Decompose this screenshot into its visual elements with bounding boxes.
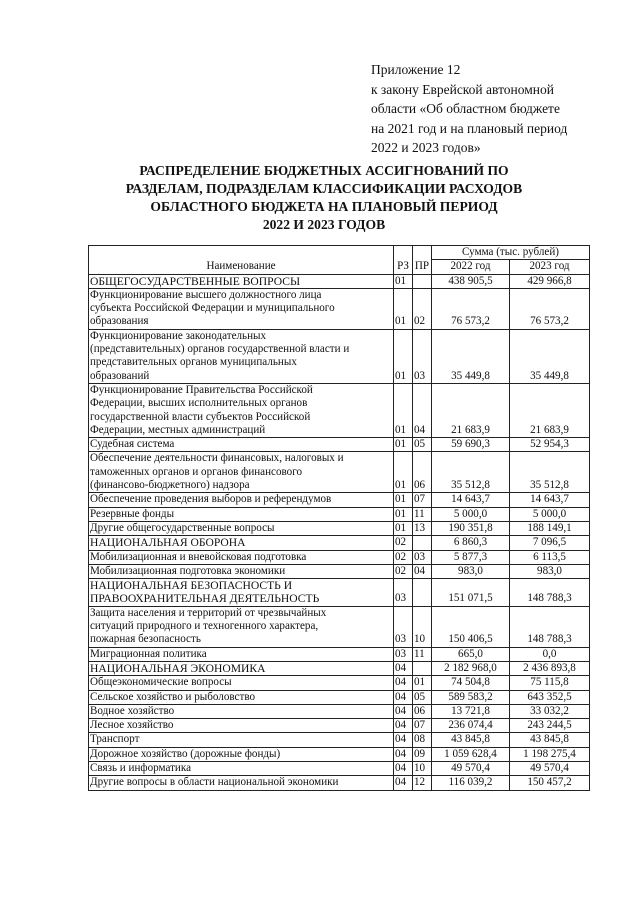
row-name	[89, 719, 394, 733]
row-pr: 07	[413, 719, 432, 733]
header-sum: Сумма (тыс. рублей)	[432, 246, 590, 260]
row-name-line: Связь и информатика	[90, 761, 192, 774]
row-name-line: Дорожное хозяйство (дорожные фонды)	[90, 747, 281, 760]
appendix-line: области «Об областном бюджете	[371, 101, 560, 116]
row-sum-2022: 49 570,4	[432, 761, 510, 775]
row-sum-2023: 49 570,4	[510, 761, 590, 775]
row-sum-2022: 5 877,3	[432, 550, 510, 564]
title-line: 2022 И 2023 ГОДОВ	[262, 217, 386, 232]
header-year-2022: 2022 год	[432, 260, 510, 274]
row-sum-2023: 148 788,3	[510, 606, 590, 647]
row-rz: 04	[394, 704, 413, 718]
row-name-line: Защита населения и территорий от чрезвычайных	[90, 606, 327, 619]
row-sum-2023: 75 115,8	[510, 676, 590, 690]
row-sum-2022: 6 860,3	[432, 536, 510, 550]
row-name-line: НАЦИОНАЛЬНАЯ ЭКОНОМИКА	[90, 661, 266, 675]
row-rz: 04	[394, 733, 413, 747]
table-row	[89, 719, 590, 733]
row-sum-2022: 35 449,8	[432, 329, 510, 383]
row-sum-2022: 150 406,5	[432, 606, 510, 647]
table-row	[89, 550, 590, 564]
row-name	[89, 704, 394, 718]
row-sum-2022: 983,0	[432, 564, 510, 578]
row-sum-2023: 43 845,8	[510, 733, 590, 747]
row-name-line: образований	[90, 369, 150, 382]
row-pr: 10	[413, 606, 432, 647]
row-name-line: Сельское хозяйство и рыболовство	[90, 690, 256, 703]
row-sum-2023: 21 683,9	[510, 383, 590, 437]
row-pr: 10	[413, 761, 432, 775]
row-name	[89, 274, 394, 288]
table-row	[89, 606, 590, 647]
row-sum-2023: 643 352,5	[510, 690, 590, 704]
header-pr: ПР	[413, 246, 432, 275]
row-name	[89, 579, 394, 607]
row-pr: 12	[413, 776, 432, 790]
table-row	[89, 564, 590, 578]
row-sum-2023: 35 512,8	[510, 452, 590, 493]
row-name-line: образования	[90, 315, 149, 328]
row-sum-2022: 5 000,0	[432, 507, 510, 521]
table-row	[89, 536, 590, 550]
row-sum-2023: 429 966,8	[510, 274, 590, 288]
row-name-line: Резервные фонды	[90, 507, 175, 520]
row-pr: 06	[413, 704, 432, 718]
row-sum-2023: 52 954,3	[510, 438, 590, 452]
row-rz: 03	[394, 579, 413, 607]
row-name-line: Федерации, высших исполнительных органов	[90, 397, 308, 410]
row-name	[89, 550, 394, 564]
row-name-line: НАЦИОНАЛЬНАЯ БЕЗОПАСНОСТЬ И	[90, 579, 293, 593]
row-pr: 13	[413, 521, 432, 535]
row-name-line: Функционирование законодательных	[90, 329, 267, 342]
row-sum-2022: 76 573,2	[432, 288, 510, 329]
row-sum-2023: 33 032,2	[510, 704, 590, 718]
row-pr	[413, 536, 432, 550]
row-sum-2023: 2 436 893,8	[510, 661, 590, 675]
row-rz: 03	[394, 606, 413, 647]
row-rz: 01	[394, 329, 413, 383]
table-row	[89, 507, 590, 521]
row-name-line: Функционирование высшего должностного лица	[90, 288, 322, 301]
row-rz: 03	[394, 647, 413, 661]
row-name-line: Транспорт	[90, 733, 140, 746]
table-row	[89, 747, 590, 761]
title-line: РАСПРЕДЕЛЕНИЕ БЮДЖЕТНЫХ АССИГНОВАНИЙ ПО	[139, 163, 509, 178]
row-rz: 04	[394, 761, 413, 775]
header-name: Наименование	[89, 246, 394, 275]
row-name-line: Судебная система	[90, 438, 175, 451]
table-row	[89, 690, 590, 704]
table-row	[89, 733, 590, 747]
row-rz: 04	[394, 690, 413, 704]
table-row	[89, 383, 590, 437]
row-sum-2022: 236 074,4	[432, 719, 510, 733]
row-pr: 05	[413, 690, 432, 704]
row-sum-2022: 59 690,3	[432, 438, 510, 452]
row-name-line: Обеспечение деятельности финансовых, налоговых и	[90, 452, 344, 465]
row-name	[89, 661, 394, 675]
table-row	[89, 776, 590, 790]
row-sum-2023: 243 244,5	[510, 719, 590, 733]
row-pr: 06	[413, 452, 432, 493]
table-row	[89, 521, 590, 535]
row-name-line: Другие вопросы в области национальной экономики	[90, 776, 339, 789]
table-row	[89, 288, 590, 329]
row-rz: 01	[394, 438, 413, 452]
row-pr: 08	[413, 733, 432, 747]
title-line: ОБЛАСТНОГО БЮДЖЕТА НА ПЛАНОВЫЙ ПЕРИОД	[150, 199, 498, 214]
row-pr	[413, 579, 432, 607]
row-sum-2022: 665,0	[432, 647, 510, 661]
appendix-note	[371, 60, 611, 158]
row-sum-2023: 35 449,8	[510, 329, 590, 383]
row-sum-2022: 35 512,8	[432, 452, 510, 493]
table-row	[89, 761, 590, 775]
row-rz: 01	[394, 452, 413, 493]
row-sum-2023: 150 457,2	[510, 776, 590, 790]
row-pr: 01	[413, 676, 432, 690]
row-name	[89, 521, 394, 535]
row-sum-2022: 2 182 968,0	[432, 661, 510, 675]
row-name-line: ОБЩЕГОСУДАРСТВЕННЫЕ ВОПРОСЫ	[90, 274, 301, 288]
table-row	[89, 329, 590, 383]
row-sum-2023: 188 149,1	[510, 521, 590, 535]
row-name	[89, 288, 394, 329]
row-name-line: Общеэкономические вопросы	[90, 676, 232, 689]
row-pr	[413, 661, 432, 675]
row-name	[89, 536, 394, 550]
row-rz: 01	[394, 288, 413, 329]
row-rz: 01	[394, 383, 413, 437]
row-name	[89, 776, 394, 790]
row-name-line: ПРАВООХРАНИТЕЛЬНАЯ ДЕЯТЕЛЬНОСТЬ	[90, 592, 320, 606]
row-sum-2023: 14 643,7	[510, 493, 590, 507]
table-row	[89, 274, 590, 288]
budget-table	[88, 245, 590, 791]
table-row	[89, 579, 590, 607]
table-row	[89, 452, 590, 493]
row-sum-2023: 1 198 275,4	[510, 747, 590, 761]
row-sum-2023: 6 113,5	[510, 550, 590, 564]
header-rz: РЗ	[394, 246, 413, 275]
row-sum-2022: 151 071,5	[432, 579, 510, 607]
row-sum-2023: 148 788,3	[510, 579, 590, 607]
row-name	[89, 733, 394, 747]
row-pr: 05	[413, 438, 432, 452]
header-year-2023: 2023 год	[510, 260, 590, 274]
row-pr: 03	[413, 329, 432, 383]
row-name-line: государственной власти субъектов Российской	[90, 410, 311, 423]
row-pr: 03	[413, 550, 432, 564]
row-sum-2022: 1 059 628,4	[432, 747, 510, 761]
title-line: РАЗДЕЛАМ, ПОДРАЗДЕЛАМ КЛАССИФИКАЦИИ РАСХОДОВ	[125, 181, 523, 196]
appendix-line: на 2021 год и на плановый период	[371, 120, 568, 136]
row-rz: 04	[394, 747, 413, 761]
row-sum-2022: 589 583,2	[432, 690, 510, 704]
row-sum-2022: 13 721,8	[432, 704, 510, 718]
row-sum-2022: 438 905,5	[432, 274, 510, 288]
row-sum-2023: 983,0	[510, 564, 590, 578]
row-name-line: таможенных органов и органов финансового	[90, 465, 303, 478]
document-title	[85, 162, 563, 234]
row-rz: 04	[394, 676, 413, 690]
row-sum-2022: 74 504,8	[432, 676, 510, 690]
row-name-line: Функционирование Правительства Российской	[90, 383, 313, 396]
row-sum-2022: 21 683,9	[432, 383, 510, 437]
row-rz: 04	[394, 776, 413, 790]
row-name-line: ситуаций природного и техногенного характера,	[90, 620, 319, 633]
row-name	[89, 493, 394, 507]
row-name-line: представительных органов муниципальных	[90, 356, 297, 369]
row-pr: 04	[413, 383, 432, 437]
row-name-line: Водное хозяйство	[90, 704, 175, 717]
row-name	[89, 606, 394, 647]
row-name-line: субъекта Российской Федерации и муниципального	[90, 302, 335, 315]
row-sum-2023: 7 096,5	[510, 536, 590, 550]
row-name	[89, 507, 394, 521]
row-sum-2023: 5 000,0	[510, 507, 590, 521]
row-rz: 01	[394, 521, 413, 535]
row-name-line: Мобилизационная подготовка экономики	[90, 564, 286, 577]
table-row	[89, 438, 590, 452]
row-name	[89, 690, 394, 704]
row-name	[89, 564, 394, 578]
table-row	[89, 661, 590, 675]
row-pr: 11	[413, 507, 432, 521]
row-name	[89, 438, 394, 452]
row-pr	[413, 274, 432, 288]
row-sum-2023: 76 573,2	[510, 288, 590, 329]
row-name-line: Лесное хозяйство	[90, 719, 174, 732]
budget-table-body	[89, 274, 590, 790]
row-name	[89, 647, 394, 661]
row-rz: 01	[394, 274, 413, 288]
row-name	[89, 676, 394, 690]
row-pr: 07	[413, 493, 432, 507]
row-name	[89, 383, 394, 437]
table-row	[89, 704, 590, 718]
row-name	[89, 452, 394, 493]
row-rz: 01	[394, 493, 413, 507]
table-row	[89, 647, 590, 661]
row-name-line: Миграционная политика	[90, 647, 207, 660]
row-name-line: Другие общегосударственные вопросы	[90, 521, 275, 534]
row-name-line: Федерации, местных администраций	[90, 423, 266, 436]
row-rz: 02	[394, 550, 413, 564]
row-sum-2022: 190 351,8	[432, 521, 510, 535]
appendix-line: Приложение 12	[371, 62, 461, 77]
row-sum-2022: 116 039,2	[432, 776, 510, 790]
row-name-line: пожарная безопасность	[90, 633, 201, 646]
row-sum-2022: 14 643,7	[432, 493, 510, 507]
appendix-line: к закону Еврейской автономной	[371, 81, 554, 97]
row-rz: 02	[394, 564, 413, 578]
row-sum-2023: 0,0	[510, 647, 590, 661]
row-name	[89, 329, 394, 383]
table-row	[89, 493, 590, 507]
row-name-line: НАЦИОНАЛЬНАЯ ОБОРОНА	[90, 536, 246, 550]
row-rz: 01	[394, 507, 413, 521]
row-name-line: (представительных) органов государственной власти и	[90, 343, 350, 356]
row-pr: 11	[413, 647, 432, 661]
row-name-line: Обеспечение проведения выборов и референдумов	[90, 493, 332, 506]
appendix-line: 2022 и 2023 годов»	[371, 140, 481, 155]
row-rz: 04	[394, 719, 413, 733]
row-name	[89, 747, 394, 761]
row-name-line: Мобилизационная и вневойсковая подготовка	[90, 550, 307, 563]
row-pr: 09	[413, 747, 432, 761]
table-row	[89, 676, 590, 690]
row-rz: 02	[394, 536, 413, 550]
row-name-line: (финансово-бюджетного) надзора	[90, 479, 250, 492]
row-pr: 02	[413, 288, 432, 329]
row-name	[89, 761, 394, 775]
row-rz: 04	[394, 661, 413, 675]
row-sum-2022: 43 845,8	[432, 733, 510, 747]
row-pr: 04	[413, 564, 432, 578]
